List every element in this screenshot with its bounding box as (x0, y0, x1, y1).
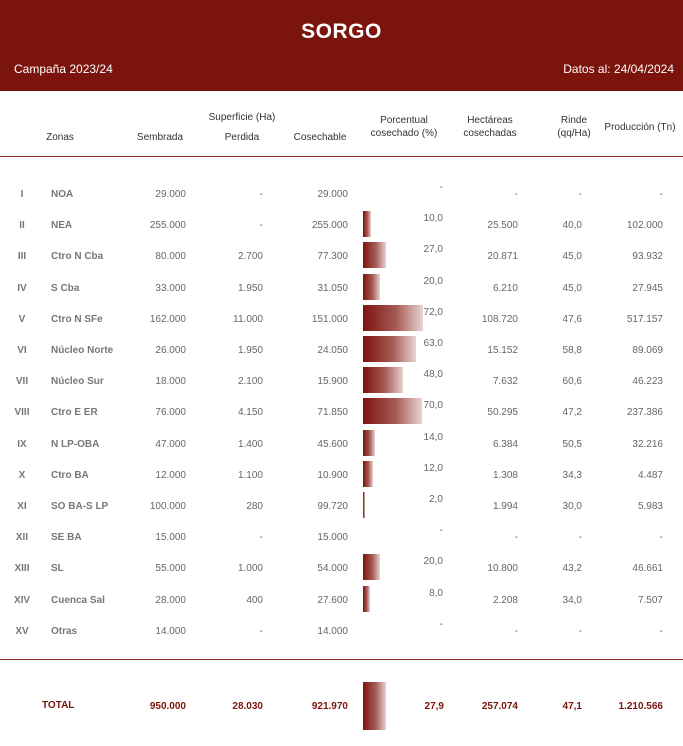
row-zona: Cuenca Sal (51, 595, 105, 606)
row-pct: 12,0 (423, 463, 443, 474)
row-produccion: - (659, 189, 663, 200)
row-sembrada: 80.000 (155, 251, 186, 262)
row-hectareas: 10.800 (487, 563, 518, 574)
row-perdida: 1.950 (237, 345, 263, 356)
row-perdida: 1.400 (237, 439, 263, 450)
row-cosechable: 31.050 (317, 283, 348, 294)
row-produccion: 5.983 (637, 501, 663, 512)
row-produccion: 102.000 (626, 220, 663, 231)
row-zona: S Cba (51, 283, 80, 294)
row-perdida: 4.150 (237, 407, 263, 418)
row-cosechable: 71.850 (317, 407, 348, 418)
row-sembrada: 47.000 (155, 439, 186, 450)
row-pct: 2,0 (429, 494, 443, 505)
row-sembrada: 12.000 (155, 470, 186, 481)
col-cosechado: cosechado (%) (370, 128, 438, 139)
row-number: X (18, 470, 26, 481)
row-sembrada: 14.000 (155, 626, 186, 637)
row-number: XI (17, 501, 27, 512)
row-cosechable: 45.600 (317, 439, 348, 450)
row-hectareas: 2.208 (492, 595, 518, 606)
total-cosechable: 921.970 (311, 701, 348, 712)
row-zona: Ctro E ER (51, 407, 98, 418)
row-produccion: 4.487 (637, 470, 663, 481)
row-rinde: 50,5 (562, 439, 582, 450)
col-cosechable: Cosechable (293, 132, 347, 143)
row-hectareas: 7.632 (492, 376, 518, 387)
col-cosechadas: cosechadas (463, 128, 517, 139)
row-zona: NEA (51, 220, 73, 231)
row-rinde: 45,0 (562, 251, 582, 262)
row-cosechable: 27.600 (317, 595, 348, 606)
row-rinde: - (578, 626, 582, 637)
row-number: XIII (14, 563, 30, 574)
row-pct-bar (363, 367, 403, 393)
row-cosechable: 14.000 (317, 626, 348, 637)
row-sembrada: 26.000 (155, 345, 186, 356)
row-pct: - (439, 182, 443, 193)
row-hectareas: 1.994 (492, 501, 518, 512)
campaign-label: Campaña 2023/24 (14, 62, 113, 76)
row-pct: - (439, 525, 443, 536)
row-rinde: 30,0 (562, 501, 582, 512)
row-produccion: 93.932 (632, 251, 663, 262)
row-perdida: - (259, 189, 263, 200)
row-produccion: 89.069 (632, 345, 663, 356)
row-sembrada: 28.000 (155, 595, 186, 606)
row-pct-bar (363, 492, 365, 518)
row-number: XV (15, 626, 29, 637)
row-produccion: 46.223 (632, 376, 663, 387)
report-header (0, 0, 683, 91)
col-porcentual: Porcentual (380, 115, 428, 126)
row-number: II (19, 220, 25, 231)
row-hectareas: - (514, 189, 518, 200)
row-rinde: - (578, 189, 582, 200)
header-divider (0, 156, 683, 157)
col-produccion: Producción (Tn) (604, 122, 676, 133)
row-pct-bar (363, 211, 371, 237)
total-rinde: 47,1 (562, 701, 582, 712)
row-sembrada: 255.000 (149, 220, 186, 231)
row-hectareas: - (514, 626, 518, 637)
total-divider (0, 659, 683, 660)
row-perdida: - (259, 626, 263, 637)
data-date: Datos al: 24/04/2024 (563, 62, 674, 76)
col-rinde-unit: (qq/Ha) (557, 128, 591, 139)
row-hectareas: 20.871 (487, 251, 518, 262)
row-rinde: 47,2 (562, 407, 582, 418)
row-number: VI (17, 345, 27, 356)
col-sembrada: Sembrada (136, 132, 184, 143)
row-sembrada: 100.000 (149, 501, 186, 512)
row-number: VIII (14, 407, 30, 418)
row-pct-bar (363, 586, 370, 612)
row-hectareas: - (514, 532, 518, 543)
row-rinde: 45,0 (562, 283, 582, 294)
row-zona: SL (51, 563, 64, 574)
row-perdida: - (259, 532, 263, 543)
row-produccion: 32.216 (632, 439, 663, 450)
row-pct-bar (363, 274, 380, 300)
row-perdida: 1.100 (237, 470, 263, 481)
row-produccion: - (659, 626, 663, 637)
row-produccion: 517.157 (626, 314, 663, 325)
row-hectareas: 15.152 (487, 345, 518, 356)
row-produccion: - (659, 532, 663, 543)
row-perdida: - (259, 220, 263, 231)
row-cosechable: 54.000 (317, 563, 348, 574)
row-pct-bar (363, 554, 380, 580)
row-cosechable: 151.000 (311, 314, 348, 325)
row-pct: 8,0 (429, 588, 443, 599)
row-sembrada: 18.000 (155, 376, 186, 387)
row-pct: 72,0 (423, 307, 443, 318)
row-rinde: 47,6 (562, 314, 582, 325)
col-hectareas: Hectáreas (467, 115, 513, 126)
row-pct: 27,0 (423, 244, 443, 255)
row-sembrada: 29.000 (155, 189, 186, 200)
total-sembrada: 950.000 (149, 701, 186, 712)
row-pct: 63,0 (423, 338, 443, 349)
row-perdida: 11.000 (233, 314, 263, 325)
page-title: SORGO (301, 20, 382, 43)
total-pct: 27,9 (424, 701, 444, 712)
row-perdida: 1.950 (237, 283, 263, 294)
row-pct-bar (363, 461, 373, 487)
row-rinde: - (578, 532, 582, 543)
row-sembrada: 33.000 (155, 283, 186, 294)
row-produccion: 7.507 (637, 595, 663, 606)
row-rinde: 40,0 (562, 220, 582, 231)
row-sembrada: 15.000 (155, 532, 186, 543)
row-cosechable: 10.900 (317, 470, 348, 481)
row-zona: NOA (51, 189, 74, 200)
row-produccion: 46.661 (632, 563, 663, 574)
row-zona: SO BA-S LP (51, 501, 109, 512)
row-zona: Ctro N SFe (51, 314, 103, 325)
row-rinde: 58,8 (562, 345, 582, 356)
row-number: I (20, 189, 24, 200)
row-hectareas: 25.500 (487, 220, 518, 231)
row-number: VII (15, 376, 29, 387)
row-cosechable: 15.000 (317, 532, 348, 543)
row-rinde: 34,3 (562, 470, 582, 481)
row-number: IX (17, 439, 27, 450)
row-sembrada: 55.000 (155, 563, 186, 574)
row-cosechable: 29.000 (317, 189, 348, 200)
row-cosechable: 77.300 (317, 251, 348, 262)
col-superficie: Superficie (Ha) (208, 112, 276, 123)
row-zona: SE BA (51, 532, 82, 543)
row-number: XII (15, 532, 29, 543)
row-zona: Núcleo Norte (51, 345, 114, 356)
row-number: III (17, 251, 27, 262)
row-rinde: 60,6 (562, 376, 582, 387)
row-zona: Ctro BA (51, 470, 89, 481)
total-perdida: 28.030 (232, 701, 263, 712)
row-hectareas: 108.720 (481, 314, 518, 325)
row-pct: 70,0 (423, 400, 443, 411)
row-zona: N LP-OBA (51, 439, 100, 450)
row-hectareas: 1.308 (492, 470, 518, 481)
col-perdida: Perdida (224, 132, 260, 143)
row-produccion: 237.386 (626, 407, 663, 418)
row-pct-bar (363, 242, 386, 268)
row-hectareas: 50.295 (487, 407, 518, 418)
row-pct: 10,0 (423, 213, 443, 224)
row-number: XIV (13, 595, 31, 606)
row-produccion: 27.945 (632, 283, 663, 294)
row-perdida: 400 (246, 595, 263, 606)
total-label: TOTAL (42, 700, 75, 711)
row-sembrada: 76.000 (155, 407, 186, 418)
row-sembrada: 162.000 (149, 314, 186, 325)
row-hectareas: 6.384 (492, 439, 518, 450)
row-perdida: 2.100 (237, 376, 263, 387)
total-hectareas: 257.074 (481, 701, 518, 712)
row-number: V (18, 314, 26, 325)
row-number: IV (17, 283, 27, 294)
row-rinde: 43,2 (562, 563, 582, 574)
row-zona: Ctro N Cba (51, 251, 104, 262)
row-pct: 20,0 (423, 276, 443, 287)
row-cosechable: 99.720 (317, 501, 348, 512)
row-pct: 20,0 (423, 556, 443, 567)
row-perdida: 1.000 (237, 563, 263, 574)
row-perdida: 280 (246, 501, 263, 512)
col-zonas: Zonas (46, 132, 74, 143)
row-cosechable: 15.900 (317, 376, 348, 387)
row-pct: 48,0 (423, 369, 443, 380)
col-rinde: Rinde (560, 115, 588, 126)
row-rinde: 34,0 (562, 595, 582, 606)
row-cosechable: 24.050 (317, 345, 348, 356)
row-pct: 14,0 (423, 432, 443, 443)
row-perdida: 2.700 (237, 251, 263, 262)
row-zona: Otras (51, 626, 78, 637)
total-produccion: 1.210.566 (618, 701, 663, 712)
row-cosechable: 255.000 (311, 220, 348, 231)
row-zona: Núcleo Sur (51, 376, 104, 387)
row-pct: - (439, 619, 443, 630)
total-pct-bar (363, 682, 386, 730)
row-pct-bar (363, 430, 375, 456)
row-hectareas: 6.210 (492, 283, 518, 294)
